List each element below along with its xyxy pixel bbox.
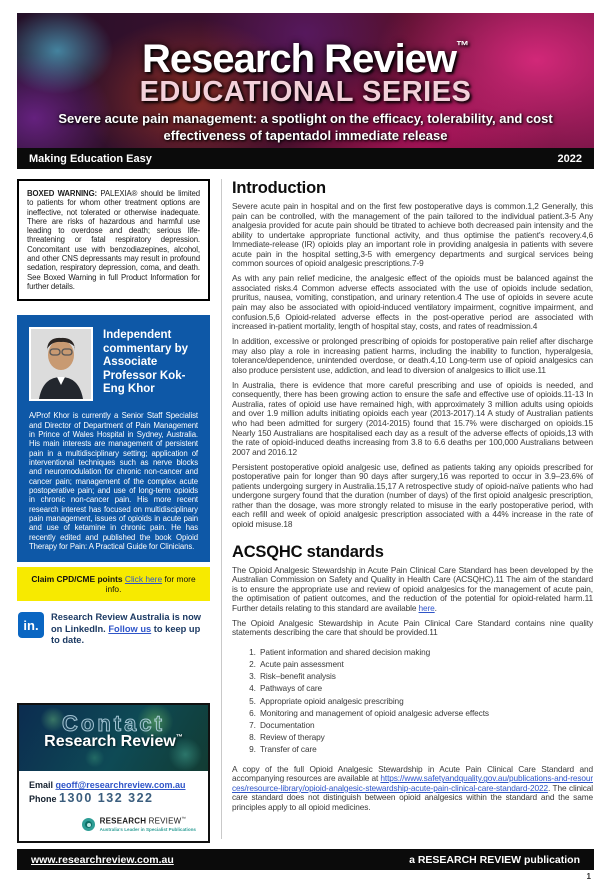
linkedin-text-pre: Research Review Australia is now on LinkedIn. bbox=[51, 612, 202, 634]
list-item: 9. Transfer of care bbox=[258, 743, 593, 755]
boxed-warning-lead: BOXED WARNING: bbox=[27, 189, 98, 198]
list-item: 6. Monitoring and management of opioid analgesic adverse effects bbox=[258, 707, 593, 719]
contact-details bbox=[19, 771, 208, 841]
acsqhc-paragraph-2: The Opioid Analgesic Stewardship in Acute Pain Clinical Care Standard contains nine quality statements describing the care that should be provided.11 bbox=[232, 617, 593, 638]
commentary-header bbox=[29, 327, 198, 401]
linkedin-text-post: to keep up to date. bbox=[51, 623, 201, 646]
linkedin-promo bbox=[17, 612, 210, 647]
year-label: 2022 bbox=[557, 152, 582, 165]
intro-paragraph-4: In Australia, there is evidence that more careful prescribing and use of opioids is needed, and consequently, there has been growing action to ensure the safe and effective use of opioids.11-13 In Australia, rates of opioid use have remained high, with approximately 3 million adults using opioids and over 1.9 million adults initiating opioids each year (2013-2017).14 A study of Australian patients who had been admitted for surgery (2014-2015) found that 15.7% were discharged on opioids.15 Nearly 150 Australians are hospitalised each day as a result of the adverse effects of opioids,13 with the rate of opioid-induced deaths increasing from 3.8 to 6.6 deaths per 100,000 Australians between 2007 and 2016.12 bbox=[232, 379, 593, 457]
standard-url-link[interactable]: https://www.safetyandquality.gov.au/publications-and-resources/resource-library/opioid-analgesic-stewardship-acute-pain-clinical-care-standard-2022 bbox=[232, 773, 593, 793]
avatar bbox=[31, 329, 91, 399]
list-item: 1. Patient information and shared decision making bbox=[258, 646, 593, 658]
list-item: 4. Pathways of care bbox=[258, 682, 593, 694]
contact-brand-text: Research Review bbox=[44, 733, 176, 751]
logo-name-bold: RESEARCH bbox=[99, 817, 147, 826]
tagline: Making Education Easy bbox=[29, 152, 152, 165]
issue-title: Severe acute pain management: a spotlight on the efficacy, tolerability, and cost effectiveness of tapentadol immediate release bbox=[58, 111, 553, 143]
boxed-warning-text: PALEXIA® should be limited to patients for whom other treatment options are ineffective, not tolerated or otherwise inadequate. There are risks of hazardous and harmful use leading to overdose and death; serious life-threatening or fatal respiratory depression. Concomitant use with benzodiazepines, alcohol, and other CNS depressants may result in profound sedation, respiratory depression, coma, and death. See Boxed Warning in full Product Information for further details. bbox=[27, 189, 200, 291]
commentator-photo bbox=[29, 327, 93, 401]
list-item: 3. Risk–benefit analysis bbox=[258, 670, 593, 682]
page-number: 1 bbox=[586, 872, 591, 881]
linkedin-text bbox=[51, 612, 209, 647]
cpd-banner bbox=[17, 567, 210, 601]
footer-website-link[interactable]: www.researchreview.com.au bbox=[31, 853, 174, 866]
brand-title bbox=[17, 25, 594, 80]
email-label: Email bbox=[29, 780, 56, 791]
footer-strip bbox=[17, 849, 594, 870]
phone-label: Phone bbox=[29, 794, 60, 805]
acsqhc-paragraph-1 bbox=[232, 566, 593, 614]
contact-outline-word: Contact bbox=[62, 711, 165, 737]
acsqhc-p1-end: . bbox=[434, 602, 437, 613]
sidebar bbox=[17, 179, 210, 843]
cpd-label: Claim CPD/CME points bbox=[31, 574, 123, 585]
acsqhc-p3-end: . The clinical care standard does not distinguish between opioid analgesics within the standard and the same principles apply to all opioid medicines. bbox=[232, 782, 593, 812]
research-review-logo-text bbox=[100, 815, 196, 834]
list-item: 8. Review of therapy bbox=[258, 731, 593, 743]
contact-banner bbox=[19, 705, 208, 771]
column-divider bbox=[221, 179, 222, 839]
trademark-symbol: ™ bbox=[456, 38, 470, 53]
intro-paragraph-1: Severe acute pain in hospital and on the first few postoperative days is common.1,2 Generally, this pain can be controlled, with the management of the pain tailored to the individual patient.3-5 Any analgesia provided for acute pain should be titrated to achieve both decreased pain intensity and the ability to undertake appropriate functional activity, and thus optimise the patient's recovery.4,6 Immediate-release (IR) opioids play an important role in providing analgesia in patients with severe acute pain in the hospital setting,3-5 with emergency departments and surgical services being common sources of opioid analgesic prescriptions.7-9 bbox=[232, 201, 593, 269]
research-review-logo bbox=[29, 815, 198, 834]
commentary-heading: Independent commentary by Associate Professor Kok-Eng Khor bbox=[103, 329, 189, 396]
acsqhc-p3-text: A copy of the full Opioid Analgesic Stewardship in Acute Pain Clinical Care Standard and accompanying resources are available at bbox=[232, 763, 593, 784]
commentary-box bbox=[17, 315, 210, 562]
intro-paragraph-2: As with any pain relief medicine, the analgesic effect of the opioids must be balanced against the associated risks.4 Common adverse effects associated with the use of opioids include sedation, pruritus, nausea, vomiting, constipation, and urinary retention.4 The use of opioids in severe acute pain may also be associated with opioid-induced ventilatory impairment, cognitive impairment, and confusion.5,6 Opioid-related adverse effects in the post-operative period are associated with increased in-patient mortality, length of hospital stay, costs, and rates of readmission.4 bbox=[232, 273, 593, 332]
commentator-bio: A/Prof Khor is currently a Senior Staff Specialist and Director of Department of Pain Management in Prince of Wales Hospital in Sydney, Australia. His main interests are management of persistent pain in a multidisciplinary setting; application of interventional techniques such as nerve blocks and neuromodulation for chronic non-cancer and cancer pain; management of the complex acute postoperative pain; and use of long-term opioids in chronic non-cancer pain. His more recent research interest has focused on multidisciplinary pain management, issues of opioids in acute pain and use of ketamine in chronic pain. He has recently edited and published the book Opioid Therapy for Pain: A Practical Guide for Clinicians. bbox=[29, 411, 198, 552]
list-item: 7. Documentation bbox=[258, 719, 593, 731]
series-title: EDUCATIONAL SERIES bbox=[139, 76, 472, 108]
contact-brand-tm: ™ bbox=[175, 734, 183, 742]
article bbox=[232, 179, 594, 843]
contact-brand bbox=[19, 733, 208, 751]
linkedin-icon[interactable]: in. bbox=[18, 612, 44, 638]
contact-box bbox=[17, 703, 210, 843]
acsqhc-paragraph-3 bbox=[232, 765, 593, 813]
acsqhc-here-link[interactable]: here bbox=[418, 602, 435, 613]
intro-heading: Introduction bbox=[232, 179, 326, 197]
cpd-click-here-link[interactable]: Click here bbox=[124, 574, 163, 585]
phone-line bbox=[29, 792, 198, 806]
person-portrait-icon bbox=[31, 329, 91, 399]
phone-number: 1300 132 322 bbox=[59, 791, 154, 806]
linkedin-follow-us-link[interactable]: Follow us bbox=[108, 623, 152, 634]
list-item: 5. Appropriate opioid analgesic prescribing bbox=[258, 695, 593, 707]
logo-name-light: REVIEW bbox=[146, 817, 182, 826]
intro-paragraph-3: In addition, excessive or prolonged prescribing of opioids for postoperative pain relief after discharge may also play a role in increasing patient harms, including the inability to function, hyperalgesia, tolerance/dependence, unintended overdose, or death.4,10 Long-term use of opioid analgesics can also produce persistent use, addiction, and lead to diversion of analgesics to illicit use.11 bbox=[232, 336, 593, 375]
acsqhc-p1-text: The Opioid Analgesic Stewardship in Acute Pain Clinical Care Standard has been developed by the Australian Commission on Safety and Quality in Health Care (ACSQHC).11 The aim of the standard is to ensure the appropriate use and review of opioid analgesics for the management of acute pain, the optimisation of patient outcomes, and the reduction of the potential for opioid-related harm.11 Further details relating to this standard are available bbox=[232, 564, 593, 613]
logo-name bbox=[100, 815, 196, 826]
boxed-warning bbox=[17, 179, 210, 301]
list-item: 2. Acute pain assessment bbox=[258, 658, 593, 670]
email-link[interactable]: geoff@researchreview.com.au bbox=[55, 780, 186, 791]
footer-publication-label: a RESEARCH REVIEW publication bbox=[409, 853, 580, 866]
content-area bbox=[17, 179, 594, 843]
brand-title-text: Research Review bbox=[141, 37, 457, 81]
intro-paragraph-5: Persistent postoperative opioid analgesic use, defined as patients taking any opioids prescribed for postoperative pain for longer than 90 days after surgery,16 was reported to occur in 3.9–23.6% of patients undergoing surgery in Australia.15,17 A retrospective study of opioid-naïve patients who had undergone surgery found that the duration (number of days) of the first opioid analgesic prescription, rather than the dosage, was more strongly related to misuse in the early postoperative period, with each refill and week of opioid analgesic prescription associated with a 44% increase in the rate of opioid misuse.18 bbox=[232, 461, 593, 529]
quality-statements-list bbox=[258, 646, 593, 756]
header-banner bbox=[17, 13, 594, 148]
logo-tm: ™ bbox=[181, 816, 187, 822]
cpd-rest: for more info. bbox=[105, 574, 196, 595]
research-review-logo-icon bbox=[82, 818, 95, 831]
logo-tagline: Australia's Leader in Specialist Publications bbox=[99, 827, 196, 832]
top-strip bbox=[17, 148, 594, 169]
acsqhc-heading: ACSQHC standards bbox=[232, 542, 384, 561]
